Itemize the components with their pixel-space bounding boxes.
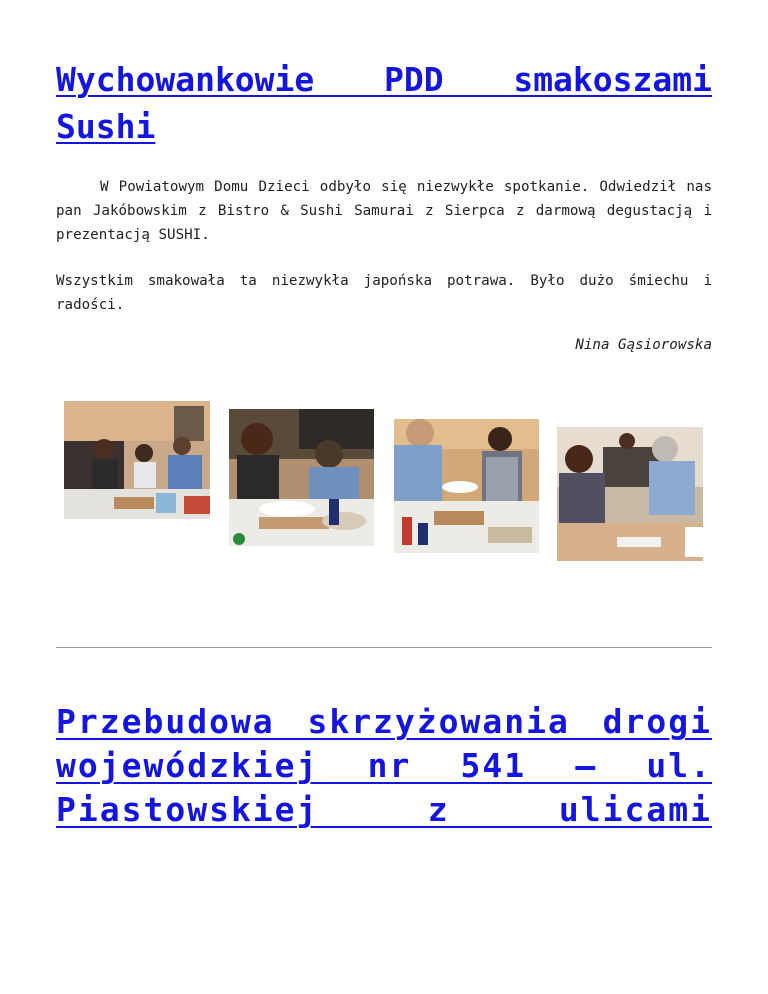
article-title [56, 56, 712, 150]
sushi-tasting-photo-4[interactable] [557, 427, 703, 561]
article-title-2 [56, 700, 712, 832]
article-title-2-line-3[interactable]: Piastowskiej z ulicami [56, 790, 712, 829]
article-road-reconstruction [56, 700, 712, 832]
article-divider [56, 647, 712, 648]
author-signature: Nina Gąsiorowska [575, 337, 712, 353]
article-sushi [56, 56, 712, 353]
article-title-2-line-2[interactable]: wojewódzkiej nr 541 – ul. [56, 746, 712, 785]
sushi-tasting-photo-3[interactable] [394, 419, 539, 553]
article-title-2-line-1[interactable]: Przebudowa skrzyżowania drogi [56, 702, 712, 741]
sushi-tasting-photo-2[interactable] [229, 409, 374, 546]
article-paragraph-2: Wszystkim smakowała ta niezwykła japońska potrawa. Było dużo śmiechu i radości. [56, 273, 712, 313]
sushi-tasting-photo-1[interactable] [64, 401, 210, 519]
article-paragraph-1: W Powiatowym Domu Dzieci odbyło się niezwykłe spotkanie. Odwiedził nas pan Jakóbowskim z Bistro & Sushi Samurai z Sierpca z darmową degustacją i prezentacją SUSHI. [56, 179, 712, 243]
article-title-link[interactable]: Wychowankowie PDD smakoszami Sushi [56, 60, 712, 146]
